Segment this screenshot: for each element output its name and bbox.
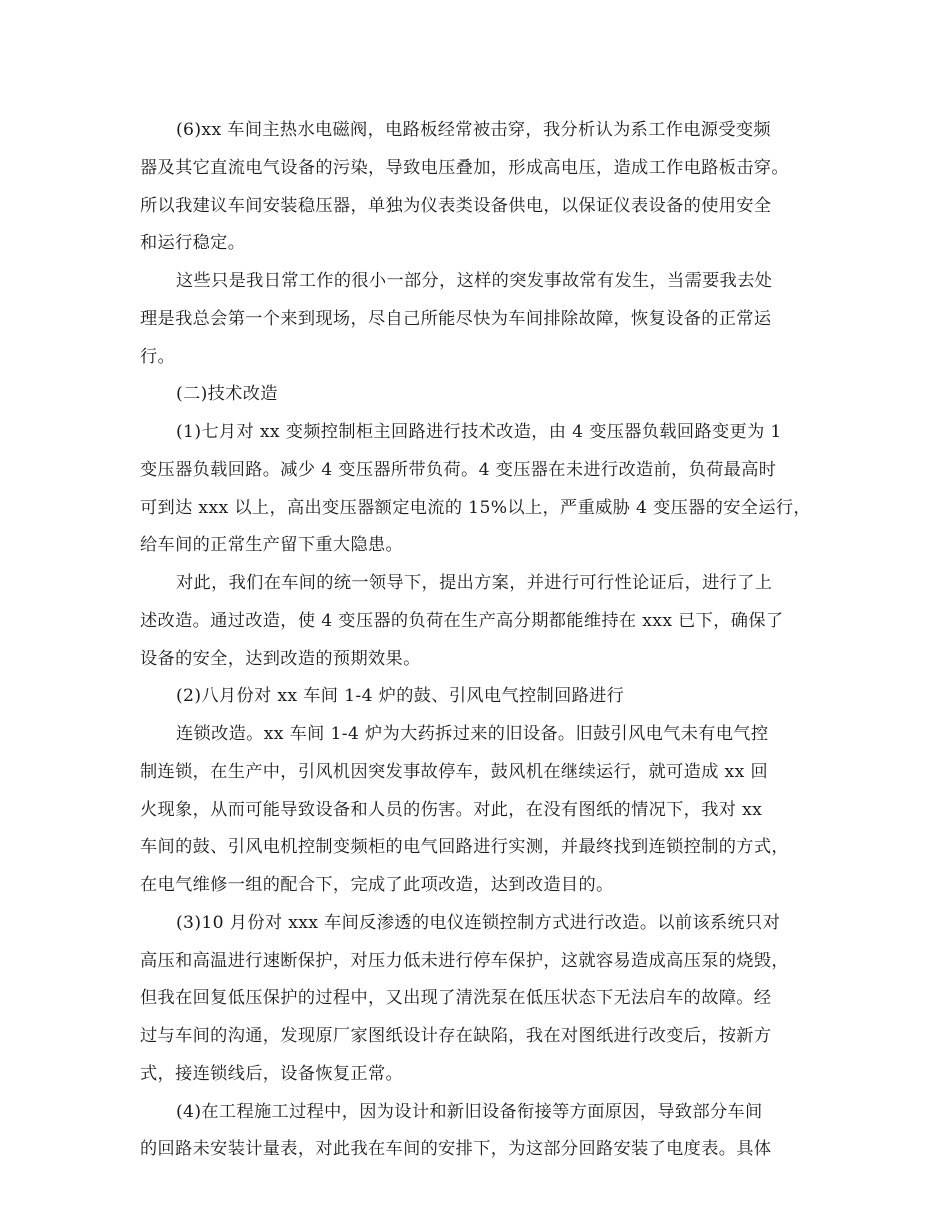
text-line: 火现象，从而可能导致设备和人员的伤害。对此，在没有图纸的情况下，我对 xx (140, 800, 763, 820)
text-line: 设备的安全，达到改造的预期效果。 (140, 649, 421, 669)
text-line: 变压器负载回路。减少 4 变压器所带负荷。4 变压器在未进行改造前，负荷最高时 (140, 460, 777, 480)
text-line: 车间的鼓、引风电机控制变频柜的电气回路进行实测，并最终找到连锁控制的方式， (140, 837, 789, 857)
text-line: (2)八月份对 xx 车间 1-4 炉的鼓、引风电气控制回路进行 (176, 686, 625, 706)
section-heading: (二)技术改造 (176, 384, 278, 404)
text-line: (3)10 月份对 xxx 车间反渗透的电仪连锁控制方式进行改造。以前该系统只对 (176, 913, 781, 933)
text-line: 可到达 xxx 以上，高出变压器额定电流的 15%以上，严重威胁 4 变压器的安全运行， (140, 498, 811, 518)
text-line: 连锁改造。xx 车间 1-4 炉为大药拆过来的旧设备。旧鼓引风电气未有电气控 (176, 724, 769, 744)
text-line: 述改造。通过改造，使 4 变压器的负荷在生产高分期都能维持在 xxx 已下，确保了 (140, 611, 784, 631)
text-line: 器及其它直流电气设备的污染，导致电压叠加，形成高电压，造成工作电路板击穿。 (140, 158, 789, 178)
text-line: 式，接连锁线后，设备恢复正常。 (140, 1064, 404, 1084)
text-line: 但我在回复低压保护的过程中，又出现了清洗泵在低压状态下无法启车的故障。经 (140, 988, 772, 1008)
text-line: (1)七月对 xx 变频控制柜主回路进行技术改造，由 4 变压器负载回路变更为 1 (176, 422, 782, 442)
text-line: 这些只是我日常工作的很小一部分，这样的突发事故常有发生，当需要我去处 (176, 271, 773, 291)
text-line: 行。 (140, 347, 176, 367)
text-line: 理是我总会第一个来到现场，尽自己所能尽快为车间排除故障，恢复设备的正常运 (140, 309, 772, 329)
text-line: 制连锁，在生产中，引风机因突发事故停车，鼓风机在继续运行，就可造成 xx 回 (140, 762, 768, 782)
text-line: 所以我建议车间安装稳压器，单独为仪表类设备供电，以保证仪表设备的使用安全 (140, 196, 772, 216)
text-line: 过与车间的沟通，发现原厂家图纸设计存在缺陷，我在对图纸进行改变后，按新方 (140, 1026, 772, 1046)
text-line: 在电气维修一组的配合下，完成了此项改造，达到改造目的。 (140, 875, 614, 895)
text-line: 高压和高温进行速断保护，对压力低未进行停车保护，这就容易造成高压泵的烧毁， (140, 951, 789, 971)
text-line: 给车间的正常生产留下重大隐患。 (140, 535, 404, 555)
text-line: 对此，我们在车间的统一领导下，提出方案，并进行可行性论证后，进行了上 (176, 573, 773, 593)
text-line: (4)在工程施工过程中，因为设计和新旧设备衔接等方面原因，导致部分车间 (176, 1102, 763, 1122)
text-line: 的回路未安装计量表，对此我在车间的安排下，为这部分回路安装了电度表。具体 (140, 1139, 772, 1159)
text-line: 和运行稳定。 (140, 233, 246, 253)
text-line: (6)xx 车间主热水电磁阀，电路板经常被击穿，我分析认为系工作电源受变频 (176, 120, 771, 140)
